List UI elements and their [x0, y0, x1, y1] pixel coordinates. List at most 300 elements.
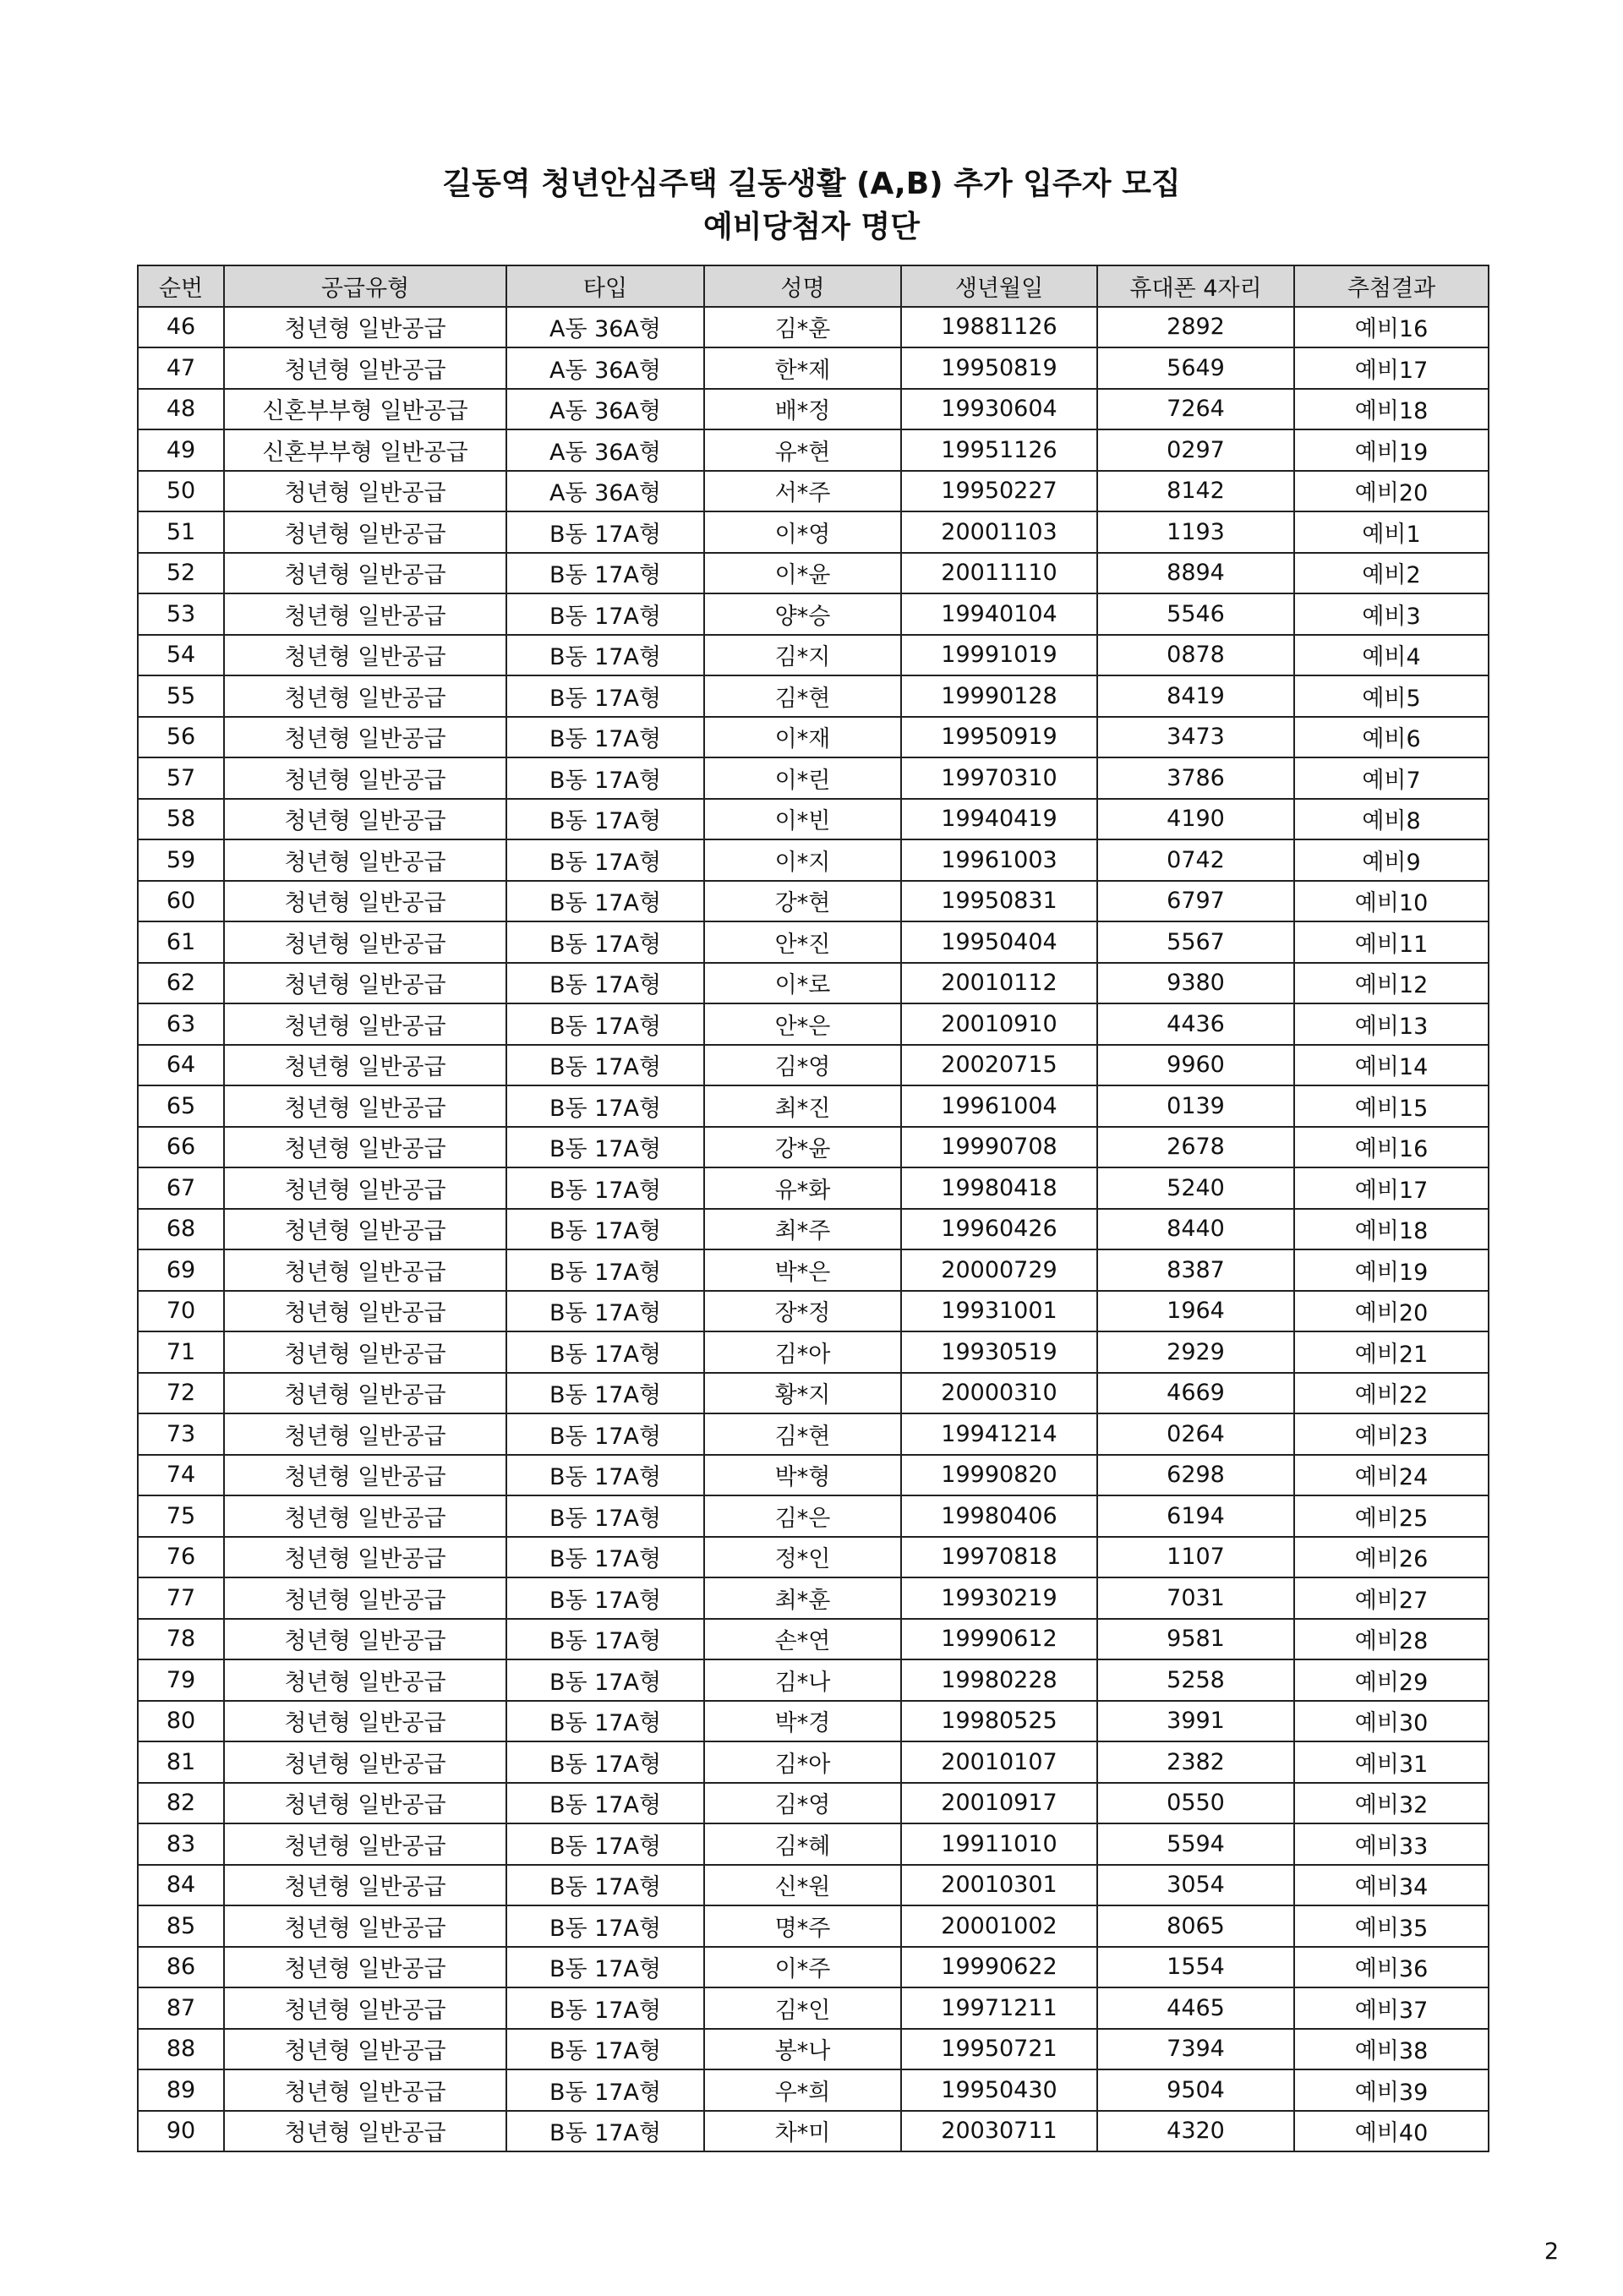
supply-type-cell: 청년형 일반공급 — [224, 1495, 506, 1537]
birthdate-cell: 19950430 — [901, 2069, 1097, 2111]
supply-type-cell: 청년형 일반공급 — [224, 717, 506, 758]
seq-cell: 68 — [138, 1209, 224, 1250]
phone-last4-cell: 2382 — [1097, 1741, 1294, 1783]
column-header-phone-last4: 휴대폰 4자리 — [1097, 265, 1294, 307]
seq-cell: 86 — [138, 1947, 224, 1988]
birthdate-cell: 19990622 — [901, 1947, 1097, 1988]
draw-result-cell: 예비14 — [1294, 1045, 1489, 1086]
draw-result-cell: 예비9 — [1294, 839, 1489, 881]
draw-result-cell: 예비5 — [1294, 675, 1489, 717]
supply-type-cell: 청년형 일반공급 — [224, 1947, 506, 1988]
unit-type-cell: B동 17A형 — [506, 963, 704, 1004]
draw-result-cell: 예비7 — [1294, 757, 1489, 799]
phone-last4-cell: 6298 — [1097, 1455, 1294, 1496]
phone-last4-cell: 5649 — [1097, 347, 1294, 389]
phone-last4-cell: 6797 — [1097, 881, 1294, 922]
table-row — [138, 593, 1489, 635]
draw-result-cell: 예비6 — [1294, 717, 1489, 758]
column-header-unit-type: 타입 — [506, 265, 704, 307]
unit-type-cell: B동 17A형 — [506, 839, 704, 881]
draw-result-cell: 예비13 — [1294, 1003, 1489, 1045]
draw-result-cell: 예비18 — [1294, 389, 1489, 430]
birthdate-cell: 19970310 — [901, 757, 1097, 799]
draw-result-cell: 예비17 — [1294, 1167, 1489, 1209]
birthdate-cell: 20011110 — [901, 553, 1097, 594]
phone-last4-cell: 3786 — [1097, 757, 1294, 799]
phone-last4-cell: 5258 — [1097, 1659, 1294, 1701]
birthdate-cell: 20010301 — [901, 1865, 1097, 1906]
phone-last4-cell: 2929 — [1097, 1331, 1294, 1373]
seq-cell: 66 — [138, 1127, 224, 1168]
supply-type-cell: 청년형 일반공급 — [224, 675, 506, 717]
supply-type-cell: 신혼부부형 일반공급 — [224, 389, 506, 430]
seq-cell: 59 — [138, 839, 224, 881]
birthdate-cell: 19980406 — [901, 1495, 1097, 1537]
birthdate-cell: 19960426 — [901, 1209, 1097, 1250]
draw-result-cell: 예비27 — [1294, 1577, 1489, 1619]
unit-type-cell: A동 36A형 — [506, 389, 704, 430]
birthdate-cell: 19950919 — [901, 717, 1097, 758]
table-row — [138, 1331, 1489, 1373]
seq-cell: 82 — [138, 1783, 224, 1824]
name-cell: 이*주 — [704, 1947, 901, 1988]
birthdate-cell: 19930219 — [901, 1577, 1097, 1619]
birthdate-cell: 19950404 — [901, 921, 1097, 963]
supply-type-cell: 청년형 일반공급 — [224, 881, 506, 922]
birthdate-cell: 19950721 — [901, 2029, 1097, 2070]
supply-type-cell: 청년형 일반공급 — [224, 1455, 506, 1496]
table-row — [138, 2029, 1489, 2070]
name-cell: 우*희 — [704, 2069, 901, 2111]
table-row — [138, 963, 1489, 1004]
supply-type-cell: 청년형 일반공급 — [224, 1905, 506, 1947]
birthdate-cell: 20001002 — [901, 1905, 1097, 1947]
seq-cell: 60 — [138, 881, 224, 922]
unit-type-cell: A동 36A형 — [506, 347, 704, 389]
draw-result-cell: 예비19 — [1294, 429, 1489, 471]
seq-cell: 88 — [138, 2029, 224, 2070]
supply-type-cell: 청년형 일반공급 — [224, 963, 506, 1004]
seq-cell: 79 — [138, 1659, 224, 1701]
phone-last4-cell: 8894 — [1097, 553, 1294, 594]
unit-type-cell: B동 17A형 — [506, 511, 704, 553]
birthdate-cell: 20000729 — [901, 1249, 1097, 1291]
unit-type-cell: B동 17A형 — [506, 1987, 704, 2029]
supply-type-cell: 청년형 일반공급 — [224, 1127, 506, 1168]
supply-type-cell: 청년형 일반공급 — [224, 799, 506, 840]
birthdate-cell: 19911010 — [901, 1823, 1097, 1865]
seq-cell: 65 — [138, 1085, 224, 1127]
name-cell: 명*주 — [704, 1905, 901, 1947]
draw-result-cell: 예비23 — [1294, 1413, 1489, 1455]
supply-type-cell: 청년형 일반공급 — [224, 1987, 506, 2029]
table-row — [138, 2111, 1489, 2152]
phone-last4-cell: 8142 — [1097, 471, 1294, 512]
table-row — [138, 717, 1489, 758]
birthdate-cell: 19990612 — [901, 1619, 1097, 1660]
seq-cell: 80 — [138, 1701, 224, 1742]
draw-result-cell: 예비39 — [1294, 2069, 1489, 2111]
phone-last4-cell: 0742 — [1097, 839, 1294, 881]
birthdate-cell: 19980228 — [901, 1659, 1097, 1701]
table-row — [138, 921, 1489, 963]
table-row — [138, 1865, 1489, 1906]
birthdate-cell: 19990128 — [901, 675, 1097, 717]
table-row — [138, 1987, 1489, 2029]
unit-type-cell: B동 17A형 — [506, 1741, 704, 1783]
unit-type-cell: B동 17A형 — [506, 2111, 704, 2152]
table-row — [138, 1003, 1489, 1045]
phone-last4-cell: 9380 — [1097, 963, 1294, 1004]
table-row — [138, 1905, 1489, 1947]
seq-cell: 52 — [138, 553, 224, 594]
table-row — [138, 839, 1489, 881]
unit-type-cell: B동 17A형 — [506, 1373, 704, 1414]
table-row — [138, 553, 1489, 594]
table-row — [138, 799, 1489, 840]
draw-result-cell: 예비34 — [1294, 1865, 1489, 1906]
draw-result-cell: 예비4 — [1294, 635, 1489, 676]
phone-last4-cell: 0297 — [1097, 429, 1294, 471]
supply-type-cell: 청년형 일반공급 — [224, 839, 506, 881]
name-cell: 박*은 — [704, 1249, 901, 1291]
seq-cell: 57 — [138, 757, 224, 799]
unit-type-cell: B동 17A형 — [506, 1167, 704, 1209]
seq-cell: 78 — [138, 1619, 224, 1660]
birthdate-cell: 19950831 — [901, 881, 1097, 922]
name-cell: 김*나 — [704, 1659, 901, 1701]
draw-result-cell: 예비28 — [1294, 1619, 1489, 1660]
supply-type-cell: 청년형 일반공급 — [224, 347, 506, 389]
unit-type-cell: B동 17A형 — [506, 635, 704, 676]
name-cell: 김*현 — [704, 1413, 901, 1455]
seq-cell: 81 — [138, 1741, 224, 1783]
draw-result-cell: 예비30 — [1294, 1701, 1489, 1742]
phone-last4-cell: 4436 — [1097, 1003, 1294, 1045]
name-cell: 이*로 — [704, 963, 901, 1004]
supply-type-cell: 청년형 일반공급 — [224, 921, 506, 963]
phone-last4-cell: 4190 — [1097, 799, 1294, 840]
table-row — [138, 1741, 1489, 1783]
phone-last4-cell: 1107 — [1097, 1537, 1294, 1578]
seq-cell: 61 — [138, 921, 224, 963]
name-cell: 신*원 — [704, 1865, 901, 1906]
name-cell: 최*주 — [704, 1209, 901, 1250]
phone-last4-cell: 0264 — [1097, 1413, 1294, 1455]
phone-last4-cell: 5567 — [1097, 921, 1294, 963]
seq-cell: 46 — [138, 307, 224, 348]
draw-result-cell: 예비25 — [1294, 1495, 1489, 1537]
phone-last4-cell: 0878 — [1097, 635, 1294, 676]
supply-type-cell: 청년형 일반공급 — [224, 2069, 506, 2111]
table-row — [138, 307, 1489, 348]
name-cell: 김*영 — [704, 1045, 901, 1086]
seq-cell: 89 — [138, 2069, 224, 2111]
unit-type-cell: B동 17A형 — [506, 1905, 704, 1947]
unit-type-cell: B동 17A형 — [506, 717, 704, 758]
unit-type-cell: B동 17A형 — [506, 1127, 704, 1168]
unit-type-cell: B동 17A형 — [506, 757, 704, 799]
unit-type-cell: B동 17A형 — [506, 553, 704, 594]
draw-result-cell: 예비17 — [1294, 347, 1489, 389]
name-cell: 이*린 — [704, 757, 901, 799]
unit-type-cell: B동 17A형 — [506, 1045, 704, 1086]
birthdate-cell: 19980418 — [901, 1167, 1097, 1209]
supply-type-cell: 청년형 일반공급 — [224, 1331, 506, 1373]
name-cell: 김*혜 — [704, 1823, 901, 1865]
seq-cell: 84 — [138, 1865, 224, 1906]
draw-result-cell: 예비33 — [1294, 1823, 1489, 1865]
supply-type-cell: 청년형 일반공급 — [224, 635, 506, 676]
phone-last4-cell: 3991 — [1097, 1701, 1294, 1742]
supply-type-cell: 청년형 일반공급 — [224, 1741, 506, 1783]
name-cell: 박*경 — [704, 1701, 901, 1742]
name-cell: 황*지 — [704, 1373, 901, 1414]
unit-type-cell: B동 17A형 — [506, 1495, 704, 1537]
name-cell: 최*진 — [704, 1085, 901, 1127]
unit-type-cell: B동 17A형 — [506, 2029, 704, 2070]
seq-cell: 50 — [138, 471, 224, 512]
draw-result-cell: 예비2 — [1294, 553, 1489, 594]
supply-type-cell: 청년형 일반공급 — [224, 1783, 506, 1824]
phone-last4-cell: 3473 — [1097, 717, 1294, 758]
birthdate-cell: 19930604 — [901, 389, 1097, 430]
supply-type-cell: 청년형 일반공급 — [224, 593, 506, 635]
table-row — [138, 1045, 1489, 1086]
supply-type-cell: 청년형 일반공급 — [224, 1373, 506, 1414]
unit-type-cell: A동 36A형 — [506, 307, 704, 348]
name-cell: 안*은 — [704, 1003, 901, 1045]
phone-last4-cell: 9581 — [1097, 1619, 1294, 1660]
unit-type-cell: B동 17A형 — [506, 593, 704, 635]
supply-type-cell: 청년형 일반공급 — [224, 1167, 506, 1209]
name-cell: 김*은 — [704, 1495, 901, 1537]
seq-cell: 62 — [138, 963, 224, 1004]
supply-type-cell: 청년형 일반공급 — [224, 1209, 506, 1250]
name-cell: 이*빈 — [704, 799, 901, 840]
draw-result-cell: 예비21 — [1294, 1331, 1489, 1373]
phone-last4-cell: 8419 — [1097, 675, 1294, 717]
column-header-draw-result: 추첨결과 — [1294, 265, 1489, 307]
unit-type-cell: B동 17A형 — [506, 1413, 704, 1455]
seq-cell: 54 — [138, 635, 224, 676]
birthdate-cell: 19990708 — [901, 1127, 1097, 1168]
name-cell: 유*화 — [704, 1167, 901, 1209]
unit-type-cell: B동 17A형 — [506, 1823, 704, 1865]
name-cell: 김*현 — [704, 675, 901, 717]
name-cell: 이*지 — [704, 839, 901, 881]
seq-cell: 56 — [138, 717, 224, 758]
birthdate-cell: 19881126 — [901, 307, 1097, 348]
table-row — [138, 1127, 1489, 1168]
seq-cell: 77 — [138, 1577, 224, 1619]
seq-cell: 76 — [138, 1537, 224, 1578]
table-row — [138, 1413, 1489, 1455]
table-row — [138, 675, 1489, 717]
birthdate-cell: 20000310 — [901, 1373, 1097, 1414]
draw-result-cell: 예비18 — [1294, 1209, 1489, 1250]
supply-type-cell: 신혼부부형 일반공급 — [224, 429, 506, 471]
name-cell: 이*윤 — [704, 553, 901, 594]
draw-result-cell: 예비1 — [1294, 511, 1489, 553]
birthdate-cell: 19980525 — [901, 1701, 1097, 1742]
name-cell: 김*아 — [704, 1741, 901, 1783]
unit-type-cell: B동 17A형 — [506, 1701, 704, 1742]
table-row — [138, 511, 1489, 553]
birthdate-cell: 19940104 — [901, 593, 1097, 635]
name-cell: 김*지 — [704, 635, 901, 676]
seq-cell: 87 — [138, 1987, 224, 2029]
supply-type-cell: 청년형 일반공급 — [224, 307, 506, 348]
phone-last4-cell: 9504 — [1097, 2069, 1294, 2111]
birthdate-cell: 19930519 — [901, 1331, 1097, 1373]
name-cell: 장*정 — [704, 1291, 901, 1332]
phone-last4-cell: 5594 — [1097, 1823, 1294, 1865]
name-cell: 김*훈 — [704, 307, 901, 348]
phone-last4-cell: 7031 — [1097, 1577, 1294, 1619]
supply-type-cell: 청년형 일반공급 — [224, 1619, 506, 1660]
supply-type-cell: 청년형 일반공급 — [224, 1865, 506, 1906]
seq-cell: 48 — [138, 389, 224, 430]
supply-type-cell: 청년형 일반공급 — [224, 1823, 506, 1865]
phone-last4-cell: 2892 — [1097, 307, 1294, 348]
table-row — [138, 1291, 1489, 1332]
birthdate-cell: 19971211 — [901, 1987, 1097, 2029]
draw-result-cell: 예비16 — [1294, 1127, 1489, 1168]
birthdate-cell: 19991019 — [901, 635, 1097, 676]
page-subtitle: 예비당첨자 명단 — [703, 210, 920, 244]
seq-cell: 49 — [138, 429, 224, 471]
table-row — [138, 757, 1489, 799]
phone-last4-cell: 7394 — [1097, 2029, 1294, 2070]
seq-cell: 55 — [138, 675, 224, 717]
table-row — [138, 1783, 1489, 1824]
name-cell: 손*연 — [704, 1619, 901, 1660]
supply-type-cell: 청년형 일반공급 — [224, 2029, 506, 2070]
table-row — [138, 429, 1489, 471]
seq-cell: 72 — [138, 1373, 224, 1414]
table-row — [138, 1659, 1489, 1701]
name-cell: 배*정 — [704, 389, 901, 430]
unit-type-cell: B동 17A형 — [506, 799, 704, 840]
name-cell: 유*현 — [704, 429, 901, 471]
unit-type-cell: B동 17A형 — [506, 1249, 704, 1291]
draw-result-cell: 예비26 — [1294, 1537, 1489, 1578]
seq-cell: 67 — [138, 1167, 224, 1209]
table-row — [138, 1537, 1489, 1578]
birthdate-cell: 20001103 — [901, 511, 1097, 553]
unit-type-cell: B동 17A형 — [506, 675, 704, 717]
unit-type-cell: B동 17A형 — [506, 1783, 704, 1824]
unit-type-cell: B동 17A형 — [506, 921, 704, 963]
birthdate-cell: 19940419 — [901, 799, 1097, 840]
phone-last4-cell: 1193 — [1097, 511, 1294, 553]
seq-cell: 63 — [138, 1003, 224, 1045]
birthdate-cell: 19990820 — [901, 1455, 1097, 1496]
seq-cell: 64 — [138, 1045, 224, 1086]
column-header-supply-type: 공급유형 — [224, 265, 506, 307]
seq-cell: 69 — [138, 1249, 224, 1291]
draw-result-cell: 예비12 — [1294, 963, 1489, 1004]
table-row — [138, 1577, 1489, 1619]
birthdate-cell: 20010917 — [901, 1783, 1097, 1824]
draw-result-cell: 예비11 — [1294, 921, 1489, 963]
unit-type-cell: B동 17A형 — [506, 881, 704, 922]
draw-result-cell: 예비20 — [1294, 1291, 1489, 1332]
draw-result-cell: 예비8 — [1294, 799, 1489, 840]
phone-last4-cell: 5240 — [1097, 1167, 1294, 1209]
unit-type-cell: B동 17A형 — [506, 1947, 704, 1988]
draw-result-cell: 예비16 — [1294, 307, 1489, 348]
phone-last4-cell: 1554 — [1097, 1947, 1294, 1988]
supply-type-cell: 청년형 일반공급 — [224, 1701, 506, 1742]
name-cell: 박*형 — [704, 1455, 901, 1496]
phone-last4-cell: 8387 — [1097, 1249, 1294, 1291]
table-row — [138, 1249, 1489, 1291]
draw-result-cell: 예비37 — [1294, 1987, 1489, 2029]
phone-last4-cell: 1964 — [1097, 1291, 1294, 1332]
phone-last4-cell: 0139 — [1097, 1085, 1294, 1127]
page-number: 2 — [1544, 2239, 1559, 2265]
phone-last4-cell: 0550 — [1097, 1783, 1294, 1824]
table-row — [138, 1495, 1489, 1537]
phone-last4-cell: 6194 — [1097, 1495, 1294, 1537]
supply-type-cell: 청년형 일반공급 — [224, 553, 506, 594]
draw-result-cell: 예비20 — [1294, 471, 1489, 512]
supply-type-cell: 청년형 일반공급 — [224, 1413, 506, 1455]
unit-type-cell: B동 17A형 — [506, 1003, 704, 1045]
phone-last4-cell: 3054 — [1097, 1865, 1294, 1906]
name-cell: 김*영 — [704, 1783, 901, 1824]
name-cell: 김*인 — [704, 1987, 901, 2029]
draw-result-cell: 예비35 — [1294, 1905, 1489, 1947]
birthdate-cell: 19970818 — [901, 1537, 1097, 1578]
reserve-winners-table — [137, 265, 1489, 2152]
name-cell: 한*제 — [704, 347, 901, 389]
seq-cell: 53 — [138, 593, 224, 635]
seq-cell: 73 — [138, 1413, 224, 1455]
supply-type-cell: 청년형 일반공급 — [224, 1659, 506, 1701]
supply-type-cell: 청년형 일반공급 — [224, 757, 506, 799]
draw-result-cell: 예비40 — [1294, 2111, 1489, 2152]
seq-cell: 83 — [138, 1823, 224, 1865]
table-header-row — [138, 265, 1489, 307]
birthdate-cell: 19961004 — [901, 1085, 1097, 1127]
name-cell: 김*아 — [704, 1331, 901, 1373]
phone-last4-cell: 4465 — [1097, 1987, 1294, 2029]
table-row — [138, 1085, 1489, 1127]
table-row — [138, 1455, 1489, 1496]
seq-cell: 90 — [138, 2111, 224, 2152]
supply-type-cell: 청년형 일반공급 — [224, 2111, 506, 2152]
seq-cell: 74 — [138, 1455, 224, 1496]
phone-last4-cell: 4669 — [1097, 1373, 1294, 1414]
phone-last4-cell: 5546 — [1097, 593, 1294, 635]
name-cell: 이*영 — [704, 511, 901, 553]
unit-type-cell: B동 17A형 — [506, 1577, 704, 1619]
seq-cell: 58 — [138, 799, 224, 840]
phone-last4-cell: 8065 — [1097, 1905, 1294, 1947]
draw-result-cell: 예비10 — [1294, 881, 1489, 922]
birthdate-cell: 20030711 — [901, 2111, 1097, 2152]
table-row — [138, 347, 1489, 389]
table-row — [138, 1701, 1489, 1742]
column-header-name: 성명 — [704, 265, 901, 307]
supply-type-cell: 청년형 일반공급 — [224, 1045, 506, 1086]
birthdate-cell: 19961003 — [901, 839, 1097, 881]
unit-type-cell: B동 17A형 — [506, 1209, 704, 1250]
seq-cell: 85 — [138, 1905, 224, 1947]
